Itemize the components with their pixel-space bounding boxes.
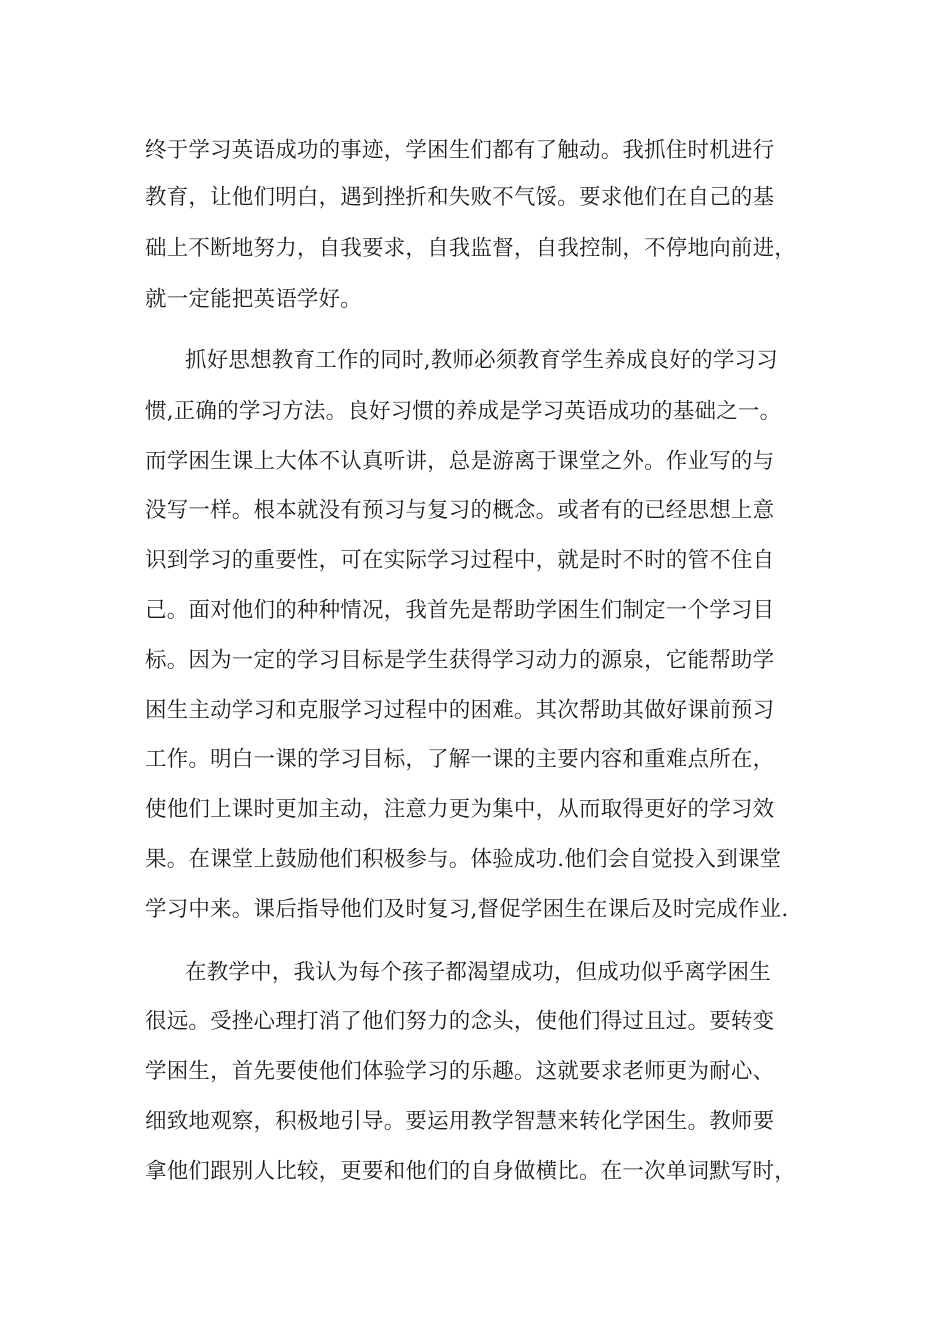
paragraph-2-line-3: 而学困生课上大体不认真听讲，总是游离于课堂之外。作业写的与 [145,449,775,474]
paragraph-2-line-8: 困生主动学习和克服学习过程中的困难。其次帮助其做好课前预习 [145,698,775,723]
paragraph-3-line-5: 拿他们跟别人比较，更要和他们的自身做横比。在一次单词默写时， [145,1159,797,1184]
paragraph-1-line-3: 础上不断地努力，自我要求，自我监督，自我控制，不停地向前进， [145,236,797,261]
paragraph-3-line-2: 很远。受挫心理打消了他们努力的念头，使他们得过且过。要转变 [145,1009,775,1034]
paragraph-2-line-4: 没写一样。根本就没有预习与复习的概念。或者有的已经思想上意 [145,498,775,523]
paragraph-2-line-10: 使他们上课时更加主动，注意力更为集中，从而取得更好的学习效 [145,797,775,822]
paragraph-1-line-4: 就一定能把英语学好。 [145,287,363,312]
paragraph-1-line-1: 终于学习英语成功的事迹，学困生们都有了触动。我抓住时机进行 [145,138,775,163]
paragraph-2-line-5: 识到学习的重要性，可在实际学习过程中，就是时不时的管不住自 [145,548,775,573]
paragraph-3-line-4: 细致地观察，积极地引导。要运用教学智慧来转化学困生。教师要 [145,1109,775,1134]
paragraph-2-line-1: 抓好思想教育工作的同时,教师必须教育学生养成良好的学习习 [185,348,778,373]
paragraph-2-line-9: 工作。明白一课的学习目标，了解一课的主要内容和重难点所在， [145,747,775,772]
paragraph-2-line-7: 标。因为一定的学习目标是学生获得学习动力的源泉，它能帮助学 [145,648,775,673]
paragraph-3-line-3: 学困生，首先要使他们体验学习的乐趣。这就要求老师更为耐心、 [145,1059,775,1084]
paragraph-3-line-1: 在教学中，我认为每个孩子都渴望成功，但成功似乎离学困生 [185,960,771,985]
paragraph-2-line-11: 果。在课堂上鼓励他们积极参与。体验成功.他们会自觉投入到课堂 [145,847,782,872]
paragraph-2-line-12: 学习中来。课后指导他们及时复习,督促学困生在课后及时完成作业. [145,897,789,922]
paragraph-1-line-2: 教育，让他们明白，遇到挫折和失败不气馁。要求他们在自己的基 [145,185,775,210]
paragraph-2-line-2: 惯,正确的学习方法。良好习惯的养成是学习英语成功的基础之一。 [145,399,782,424]
paragraph-2-line-6: 己。面对他们的种种情况，我首先是帮助学困生们制定一个学习目 [145,598,775,623]
